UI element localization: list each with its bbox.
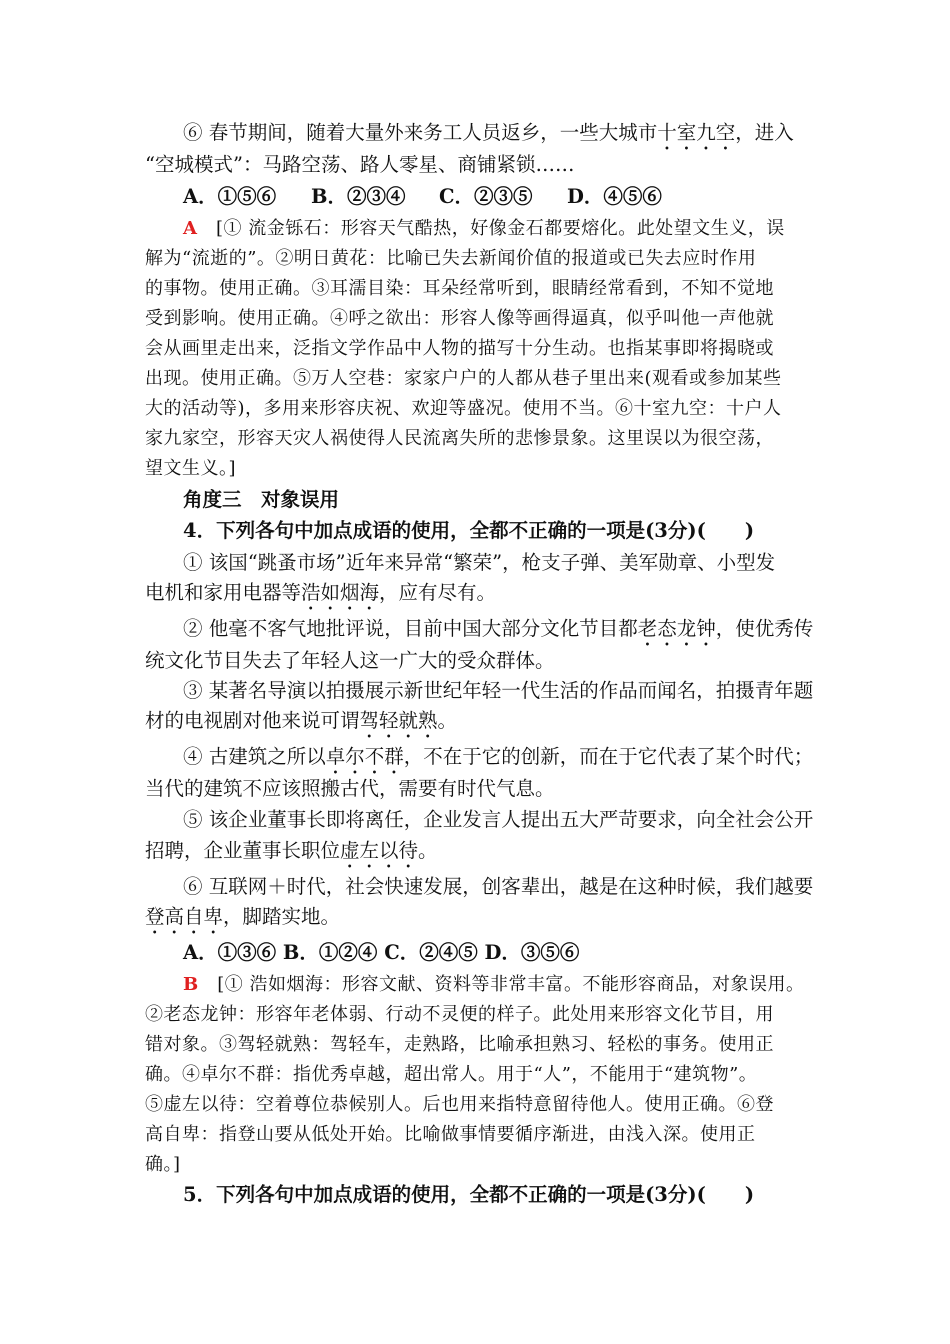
dotted-idiom: 登高自卑 xyxy=(145,905,224,928)
q4-item-1-line-2: 电机和家用电器等浩如烟海，应有尽有。 xyxy=(145,581,497,604)
q4-options: A．①③⑥ B．①②④ C．②④⑤ D．③⑤⑥ xyxy=(183,941,580,964)
q3-item-6-line-2: “空城模式”：马路空荡、路人零星、商铺紧锁…… xyxy=(145,153,575,176)
option-b: B．②③④ xyxy=(311,185,406,208)
q4-answer-line-1: B [① 浩如烟海：形容文献、资料等非常丰富。不能形容商品，对象误用。 xyxy=(183,974,805,995)
q4-item-5-line-2: 招聘，企业董事长职位虚左以待。 xyxy=(145,839,438,862)
option-a: A．①⑤⑥ xyxy=(183,185,277,208)
answer-letter: A xyxy=(183,218,198,239)
q4-item-1-line-1: ① 该国“跳蚤市场”近年来异常“繁荣”，枪支子弹、美军勋章、小型发 xyxy=(183,551,776,574)
q3-answer-line-9: 望文生义。] xyxy=(145,458,237,479)
q3-answer-line-1: A [① 流金铄石：形容天气酷热，好像金石都要熔化。此处望文生义，误 xyxy=(183,218,785,239)
q4-answer-line-6: 高自卑：指登山要从低处开始。比喻做事情要循序渐进，由浅入深。使用正 xyxy=(145,1124,756,1145)
dotted-idiom: 驾轻就熟 xyxy=(359,709,438,732)
q4-stem: 4．下列各句中加点成语的使用，全都不正确的一项是(3分)( ) xyxy=(183,519,755,542)
q4-item-4-line-1: ④ 古建筑之所以卓尔不群，不在于它的创新，而在于它代表了某个时代； xyxy=(183,745,814,768)
q3-answer-line-2: 解为“流逝的”。②明日黄花：比喻已失去新闻价值的报道或已失去应时作用 xyxy=(145,248,757,269)
q4-item-5-line-1: ⑤ 该企业董事长即将离任，企业发言人提出五大严苛要求，向全社会公开 xyxy=(183,808,814,831)
q4-item-6-line-1: ⑥ 互联网＋时代，社会快速发展，创客辈出，越是在这种时候，我们越要 xyxy=(183,875,814,898)
q3-answer-line-8: 家九家空，形容天灾人祸使得人民流离失所的悲惨景象。这里误以为很空荡， xyxy=(145,428,774,449)
q4-answer-line-5: ⑤虚左以待：空着尊位恭候别人。后也用来指特意留待他人。使用正确。⑥登 xyxy=(145,1094,774,1115)
q3-item-6-line-1: ⑥ 春节期间，随着大量外来务工人员返乡，一些大城市十室九空，进入 xyxy=(183,121,794,144)
dotted-idiom: 十室九空 xyxy=(657,121,736,144)
answer-letter: B xyxy=(183,974,199,995)
q3-answer-line-3: 的事物。使用正确。③耳濡目染：耳朵经常听到，眼睛经常看到，不知不觉地 xyxy=(145,278,774,299)
q3-answer-line-7: 大的活动等)，多用来形容庆祝、欢迎等盛况。使用不当。⑥十室九空：十户人 xyxy=(145,398,782,419)
dotted-idiom: 卓尔不群 xyxy=(325,745,404,768)
dotted-idiom: 浩如烟海 xyxy=(301,581,380,604)
q4-item-3-line-2: 材的电视剧对他来说可谓驾轻就熟。 xyxy=(145,709,458,732)
q4-item-3-line-1: ③ 某著名导演以拍摄展示新世纪年轻一代生活的作品而闻名，拍摄青年题 xyxy=(183,679,814,702)
q4-answer-line-3: 错对象。③驾轻就熟：驾轻车，走熟路，比喻承担熟习、轻松的事务。使用正 xyxy=(145,1034,774,1055)
q4-answer-line-4: 确。④卓尔不群：指优秀卓越，超出常人。用于“人”，不能用于“建筑物”。 xyxy=(145,1064,758,1085)
q4-item-2-line-1: ② 他毫不客气地批评说，目前中国大部分文化节目都老态龙钟，使优秀传 xyxy=(183,617,814,640)
section-heading: 角度三 对象误用 xyxy=(183,488,340,511)
q4-answer-line-7: 确。] xyxy=(145,1154,181,1175)
q3-answer-line-4: 受到影响。使用正确。④呼之欲出：形容人像等画得逼真，似乎叫他一声他就 xyxy=(145,308,774,329)
q4-item-4-line-2: 当代的建筑不应该照搬古代，需要有时代气息。 xyxy=(145,777,555,800)
option-d: D．④⑤⑥ xyxy=(567,185,662,208)
q3-answer-line-5: 会从画里走出来，泛指文学作品中人物的描写十分生动。也指某事即将揭晓或 xyxy=(145,338,774,359)
dotted-idiom: 老态龙钟 xyxy=(637,617,716,640)
option-c: C．②③⑤ xyxy=(439,185,533,208)
q4-item-6-line-2: 登高自卑，脚踏实地。 xyxy=(145,905,341,928)
q3-answer-line-6: 出现。使用正确。⑤万人空巷：家家户户的人都从巷子里出来(观看或参加某些 xyxy=(145,368,782,389)
dotted-idiom: 虚左以待 xyxy=(340,839,419,862)
q4-item-2-line-2: 统文化节目失去了年轻人这一广大的受众群体。 xyxy=(145,649,555,672)
q4-answer-line-2: ②老态龙钟：形容年老体弱、行动不灵便的样子。此处用来形容文化节目，用 xyxy=(145,1004,774,1025)
q5-stem: 5．下列各句中加点成语的使用，全都不正确的一项是(3分)( ) xyxy=(183,1183,755,1206)
q3-options xyxy=(183,182,848,212)
